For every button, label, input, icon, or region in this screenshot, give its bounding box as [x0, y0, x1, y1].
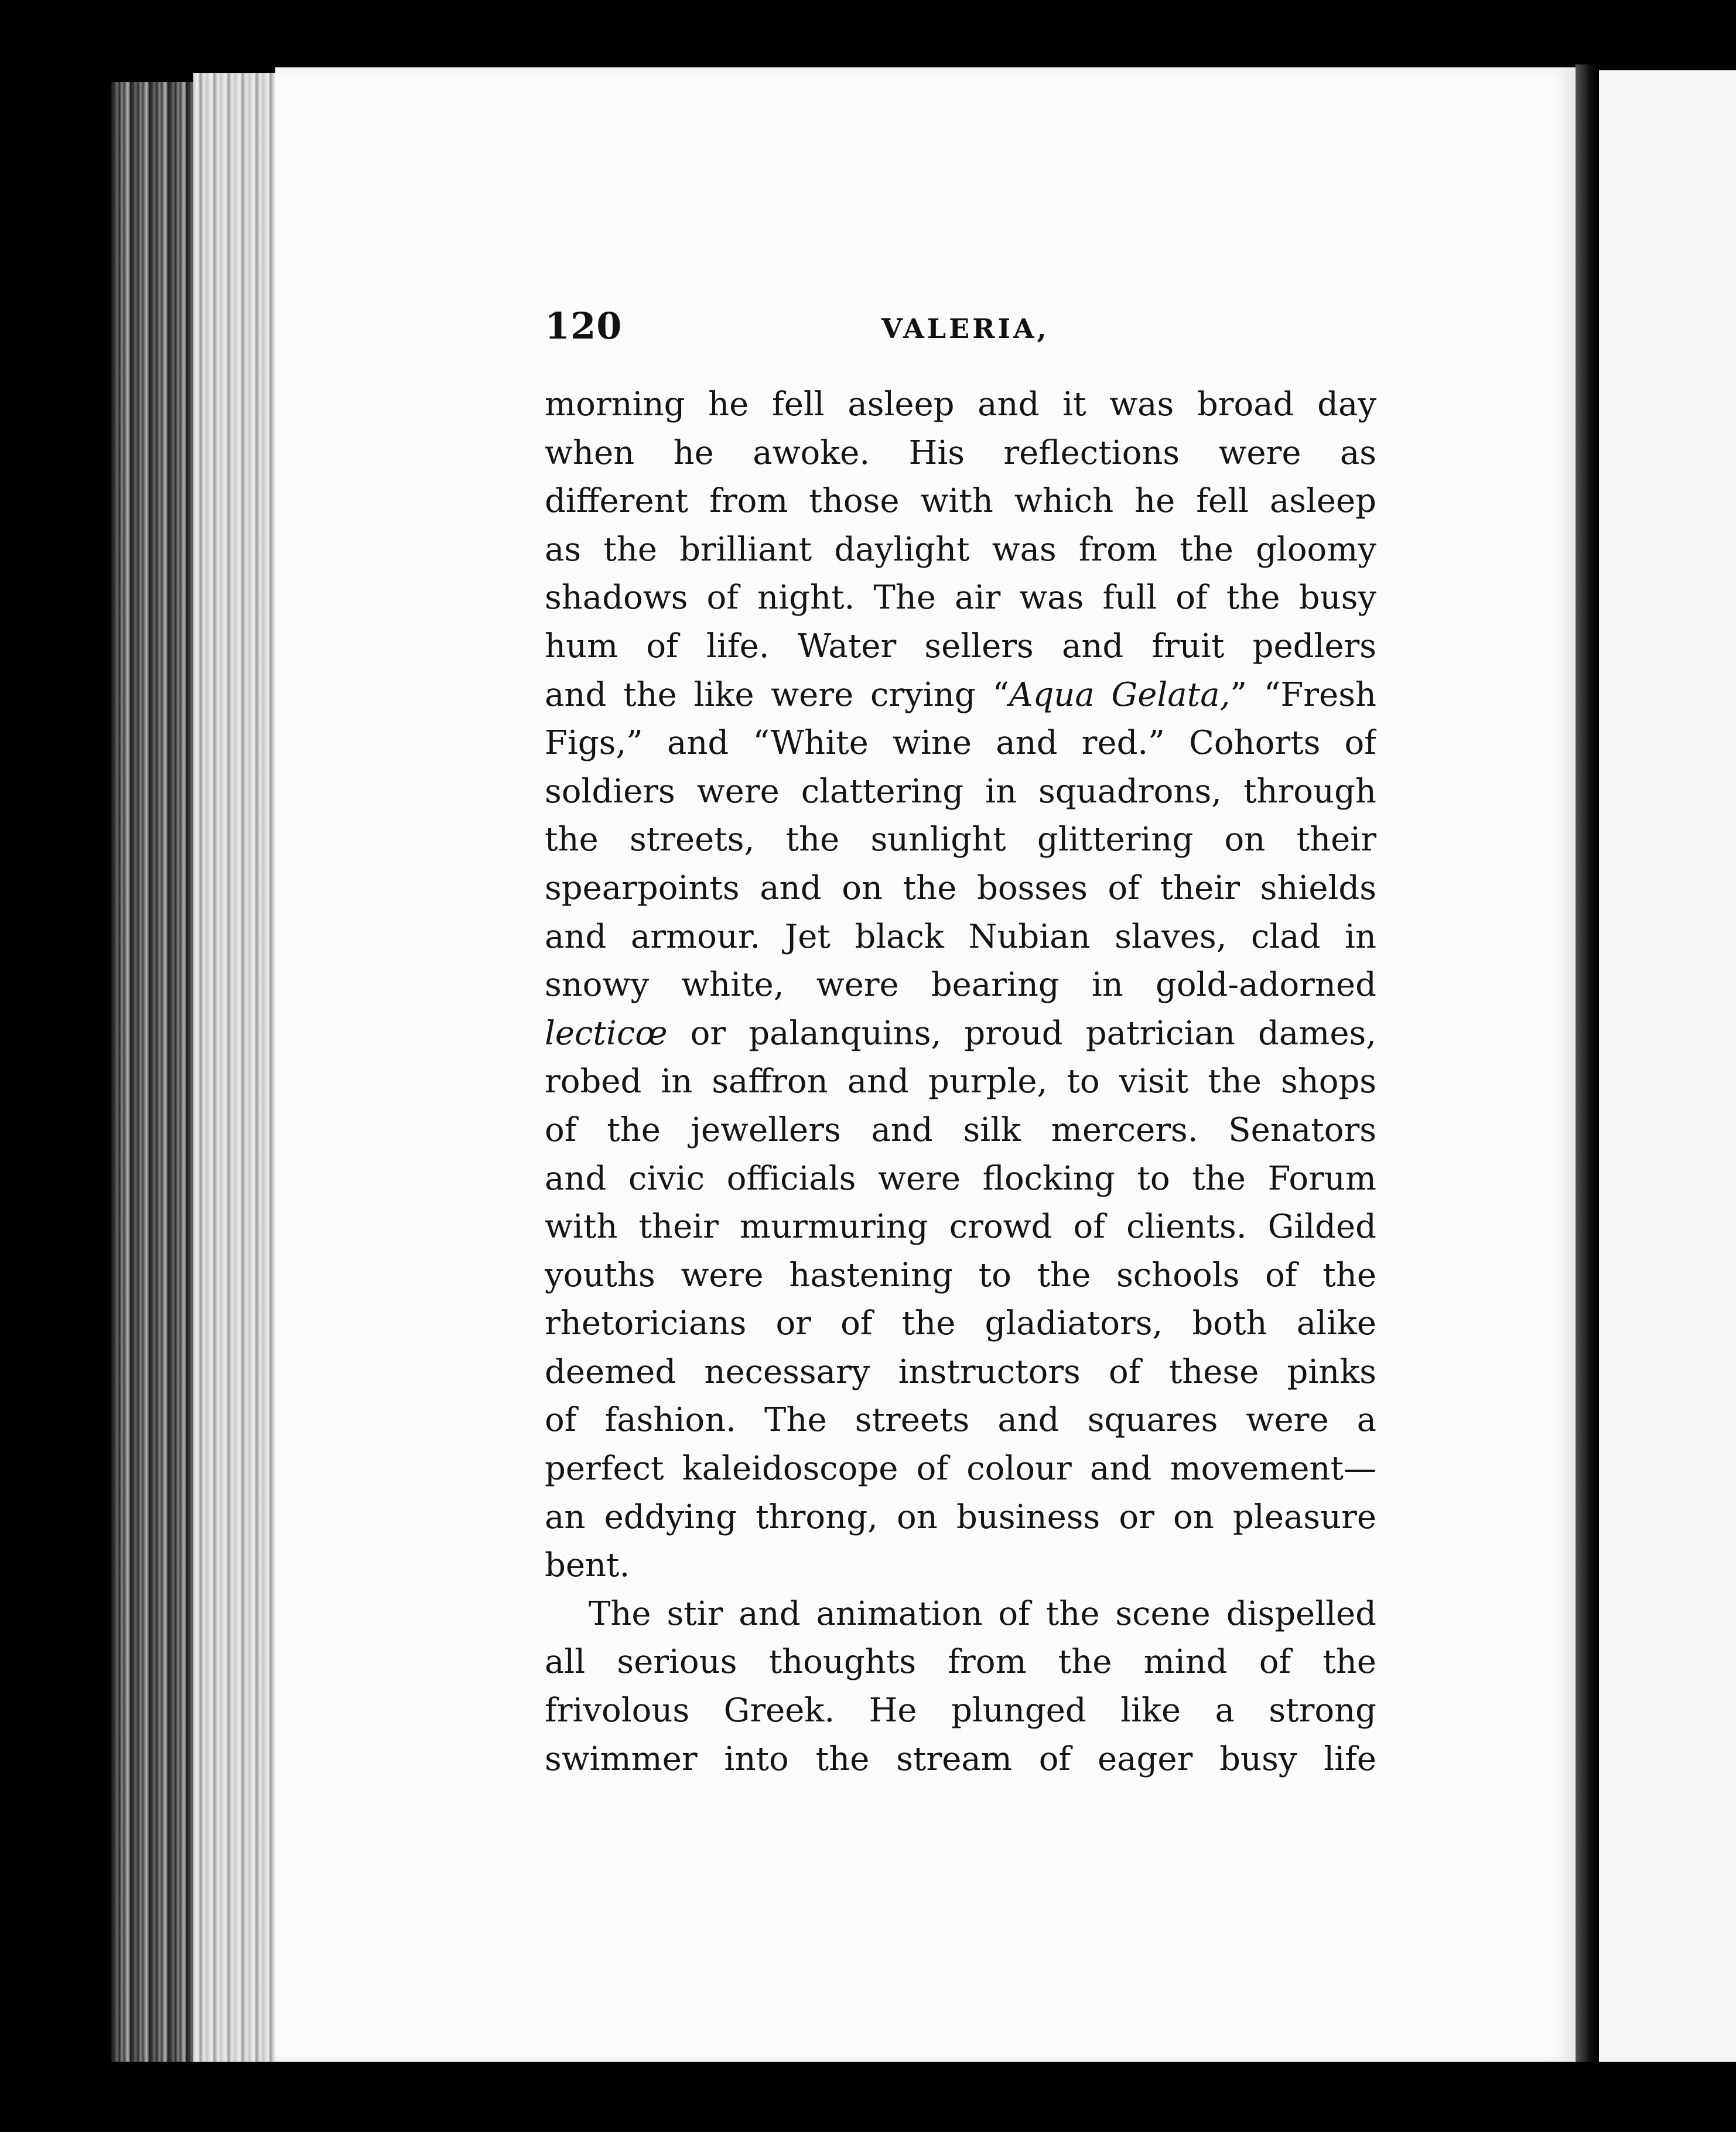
text-line: lecticœ or palanquins, proud patrician dames,	[545, 1014, 1376, 1053]
text-line: the streets, the sunlight glittering on their	[545, 821, 1376, 859]
text-line: youths were hastening to the schools of the	[545, 1256, 1376, 1294]
running-head: VALERIA,	[881, 313, 1050, 344]
scan-border	[0, 2062, 1736, 2132]
text-line: Figs,” and “White wine and red.” Cohorts of	[545, 724, 1376, 763]
text-line: spearpoints and on the bosses of their shields	[545, 869, 1376, 907]
text-line: The stir and animation of the scene dispelled	[589, 1594, 1376, 1633]
text-line: as the brilliant daylight was from the gloomy	[545, 530, 1376, 569]
text-line: and the like were crying “Aqua Gelata,” “Fresh	[545, 675, 1376, 714]
text-line: when he awoke. His reflections were as	[545, 433, 1376, 472]
text-line: of the jewellers and silk mercers. Senators	[545, 1111, 1376, 1149]
text-line: with their murmuring crowd of clients. Gilded	[545, 1208, 1376, 1246]
text-line: an eddying throng, on business or on pleasure	[545, 1498, 1376, 1536]
italic-phrase: lecticœ	[545, 1014, 668, 1053]
text-line: frivolous Greek. He plunged like a strong	[545, 1692, 1376, 1730]
text-line: and civic officials were flocking to the Forum	[545, 1159, 1376, 1198]
text-line: of fashion. The streets and squares were a	[545, 1401, 1376, 1440]
paragraph-2	[545, 1590, 1376, 1784]
page-edges-light	[193, 73, 287, 2065]
paragraph-1	[545, 381, 1376, 1590]
text-line: perfect kaleidoscope of colour and movement—	[545, 1450, 1376, 1488]
text-line: soldiers were clattering in squadrons, through	[545, 772, 1376, 811]
facing-page-edge	[1599, 70, 1736, 2062]
text-line: all serious thoughts from the mind of the	[545, 1643, 1376, 1682]
page-header	[545, 305, 1376, 363]
text-line: shadows of night. The air was full of the busy	[545, 579, 1376, 617]
text-line: robed in saffron and purple, to visit the shops	[545, 1062, 1376, 1101]
text-line: rhetoricians or of the gladiators, both alike	[545, 1304, 1376, 1343]
text-line: snowy white, were bearing in gold-adorned	[545, 966, 1376, 1004]
text-line: and armour. Jet black Nubian slaves, clad in	[545, 917, 1376, 956]
page-number: 120	[545, 305, 623, 347]
text-line: morning he fell asleep and it was broad day	[545, 385, 1376, 423]
italic-phrase: Aqua Gelata,	[1009, 675, 1231, 714]
text-line: bent.	[545, 1546, 630, 1585]
text-line: deemed necessary instructors of these pinks	[545, 1352, 1376, 1391]
text-line: different from those with which he fell asleep	[545, 482, 1376, 521]
text-line: hum of life. Water sellers and fruit pedlers	[545, 627, 1376, 665]
body-text	[545, 381, 1376, 1784]
book-gutter	[1576, 64, 1599, 2062]
text-line: swimmer into the stream of eager busy life	[545, 1740, 1376, 1778]
